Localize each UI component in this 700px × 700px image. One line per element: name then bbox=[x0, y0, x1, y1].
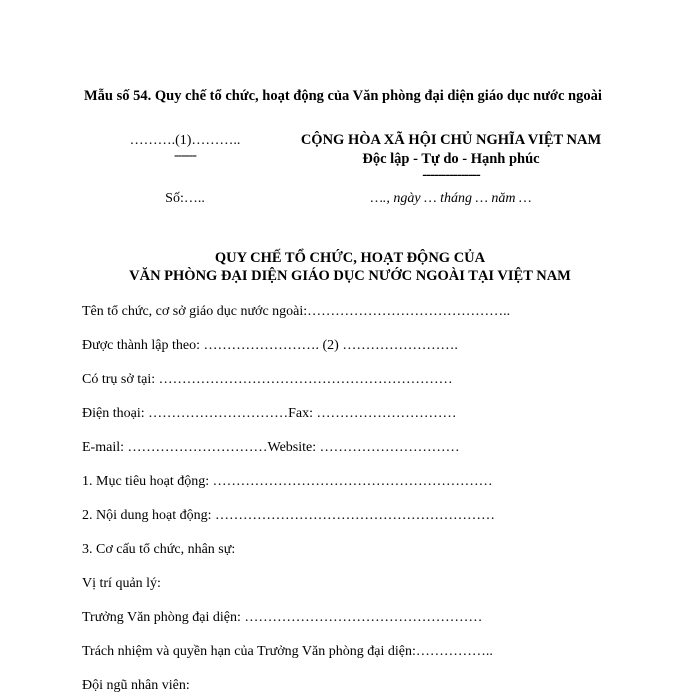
agency-header bbox=[105, 131, 265, 162]
national-motto: Độc lập - Tự do - Hạnh phúc bbox=[362, 151, 540, 167]
field-operating-content: 2. Nội dung hoạt động: …………………………………………………… bbox=[82, 508, 495, 523]
form-title: Mẫu số 54. Quy chế tổ chức, hoạt động của Văn phòng đại diện giáo dục nước ngoài bbox=[84, 88, 602, 104]
field-management-position: Vị trí quản lý: bbox=[82, 576, 161, 591]
document-number: Số:….. bbox=[165, 191, 205, 206]
country-name: CỘNG HÒA XÃ HỘI CHỦ NGHĨA VIỆT NAM bbox=[300, 132, 602, 148]
motto-divider: --------------- bbox=[422, 167, 480, 183]
field-established-by: Được thành lập theo: ……………………. (2) ……………………. bbox=[82, 338, 458, 353]
field-operating-objectives: 1. Mục tiêu hoạt động: …………………………………………………… bbox=[82, 474, 493, 489]
field-organization-structure: 3. Cơ cấu tổ chức, nhân sự: bbox=[82, 542, 236, 557]
document-title bbox=[40, 249, 660, 285]
document-title-line-1: QUY CHẾ TỔ CHỨC, HOẠT ĐỘNG CỦA bbox=[214, 250, 486, 266]
field-organization-name: Tên tổ chức, cơ sở giáo dục nước ngoài:…………………………………….. bbox=[82, 304, 511, 319]
agency-divider: ------ bbox=[174, 148, 196, 163]
field-office-head: Trưởng Văn phòng đại diện: …………………………………………… bbox=[82, 610, 483, 625]
field-phone-fax: Điện thoại: …………………………Fax: ………………………… bbox=[82, 406, 457, 421]
national-header bbox=[286, 131, 616, 181]
field-email-website: E-mail: …………………………Website: ………………………… bbox=[82, 440, 460, 455]
document-date: …., ngày … tháng … năm … bbox=[370, 191, 532, 206]
field-head-responsibilities: Trách nhiệm và quyền hạn của Trưởng Văn phòng đại diện:…………….. bbox=[82, 644, 493, 659]
document-title-line-2: VĂN PHÒNG ĐẠI DIỆN GIÁO DỤC NƯỚC NGOÀI TẠI VIỆT NAM bbox=[129, 268, 571, 284]
field-headquarters: Có trụ sở tại: ……………………………………………………… bbox=[82, 372, 453, 387]
agency-name: ……….(1)……….. bbox=[129, 133, 241, 148]
field-staff: Đội ngũ nhân viên: bbox=[82, 678, 190, 693]
